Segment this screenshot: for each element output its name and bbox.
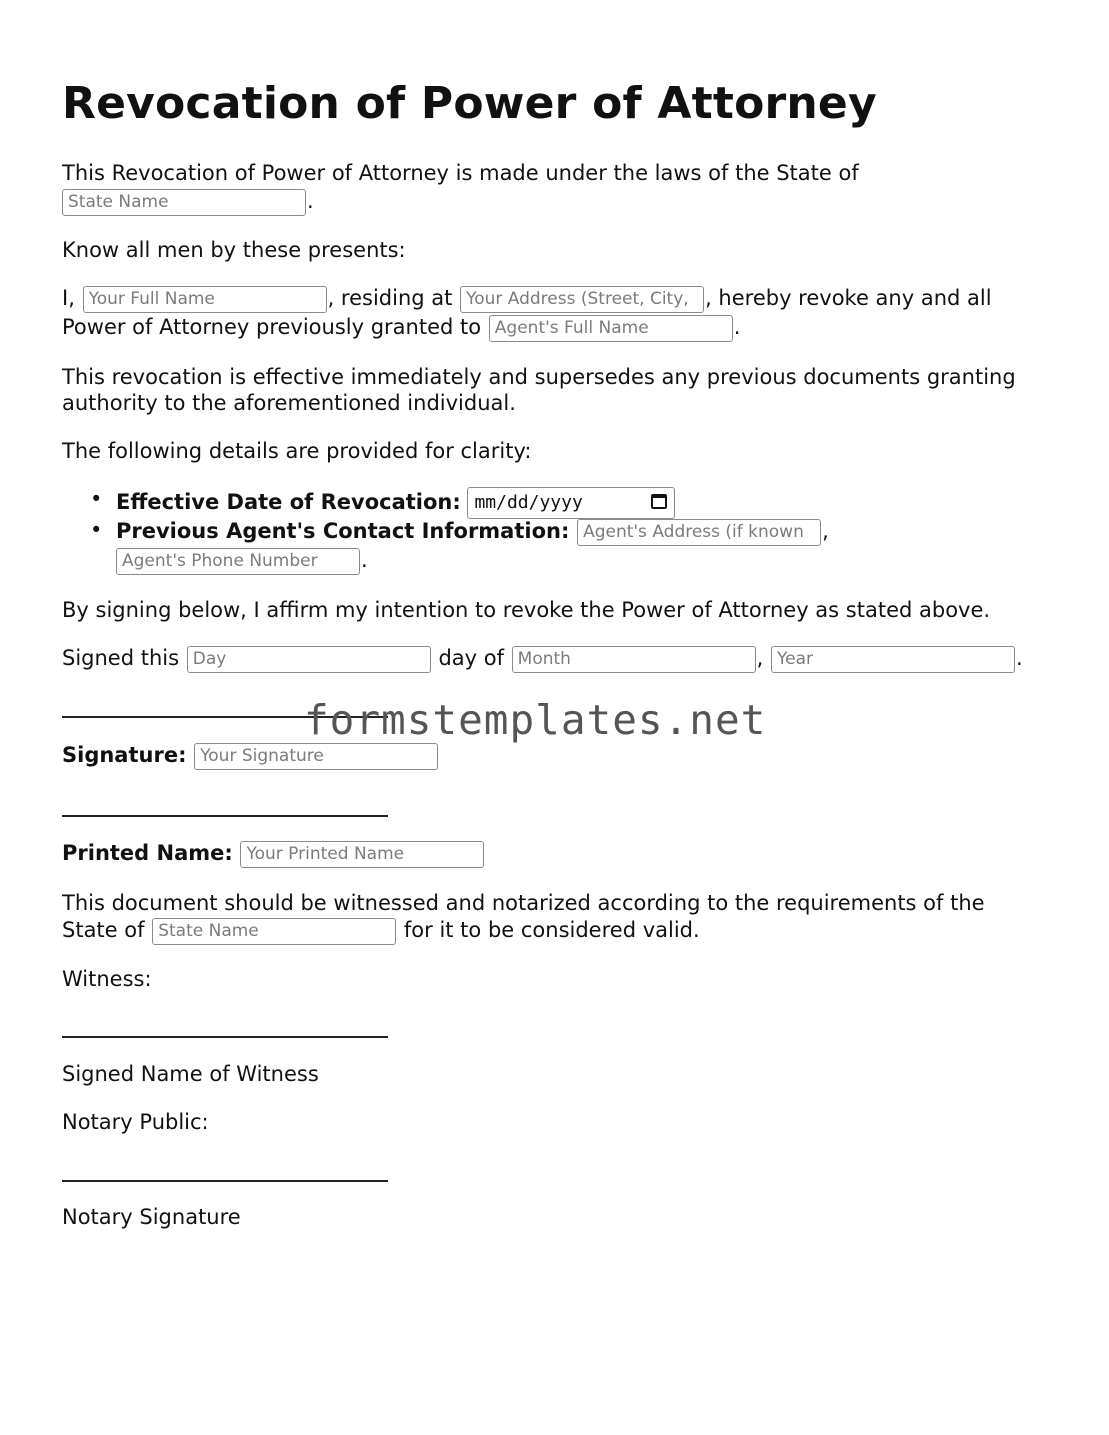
- watermark: formstemplates.net: [304, 696, 767, 744]
- notarize-line-2: State of State Name for it to be considered valid.: [62, 917, 700, 945]
- agent-name-input[interactable]: [489, 315, 733, 342]
- bullet-icon: •: [90, 518, 103, 542]
- printed-name-input[interactable]: [240, 841, 484, 868]
- witness-label: Witness:: [62, 967, 152, 991]
- revoke-line-2: Power of Attorney previously granted to Agent's Full Name .: [62, 314, 740, 342]
- detail-effective-date: Effective Date of Revocation: mm/dd/yyyy: [116, 487, 675, 519]
- signed-date-line: Signed this Day day of Month , Year .: [62, 645, 1023, 673]
- printed-name-line: Printed Name: Your Printed Name: [62, 840, 485, 868]
- printed-name-rule: [62, 815, 388, 817]
- effective-line-1: This revocation is effective immediately and supersedes any previous documents granting: [62, 365, 1016, 389]
- effective-line-2: authority to the aforementioned individual.: [62, 391, 516, 415]
- notary-rule: [62, 1180, 388, 1182]
- notarize-line-1: This document should be witnessed and notarized according to the requirements of the: [62, 891, 985, 915]
- detail-agent-phone: Agent's Phone Number.: [116, 547, 368, 575]
- affirm-text: By signing below, I affirm my intention to revoke the Power of Attorney as stated above.: [62, 598, 991, 622]
- full-name-input[interactable]: [83, 286, 327, 313]
- signature-input[interactable]: [194, 743, 438, 770]
- notary-label: Notary Public:: [62, 1110, 209, 1134]
- calendar-icon[interactable]: [651, 494, 667, 509]
- state-name-input[interactable]: [62, 189, 306, 216]
- notary-caption: Notary Signature: [62, 1205, 241, 1229]
- agent-address-input[interactable]: [577, 519, 821, 546]
- notary-state-input[interactable]: [152, 918, 396, 945]
- detail-agent-contact: Previous Agent's Contact Information: Agent's Address (if known ,: [116, 518, 829, 546]
- year-input[interactable]: [771, 646, 1015, 673]
- intro-line: This Revocation of Power of Attorney is made under the laws of the State of: [62, 161, 859, 185]
- know-all-text: Know all men by these presents:: [62, 238, 406, 262]
- intro-state-line: State Name.: [62, 188, 314, 216]
- bullet-icon: •: [90, 487, 103, 511]
- details-intro: The following details are provided for clarity:: [62, 439, 532, 463]
- page-title: Revocation of Power of Attorney: [62, 78, 877, 129]
- day-input[interactable]: [187, 646, 431, 673]
- revoke-line-1: I, Your Full Name , residing at Your Address (Street, City, , hereby revoke any and all: [62, 285, 992, 313]
- address-input[interactable]: [460, 286, 704, 313]
- witness-caption: Signed Name of Witness: [62, 1062, 319, 1086]
- signature-line: Signature: Your Signature: [62, 742, 439, 770]
- agent-phone-input[interactable]: [116, 548, 360, 575]
- month-input[interactable]: [512, 646, 756, 673]
- witness-rule: [62, 1036, 388, 1038]
- effective-date-input[interactable]: mm/dd/yyyy: [467, 487, 675, 519]
